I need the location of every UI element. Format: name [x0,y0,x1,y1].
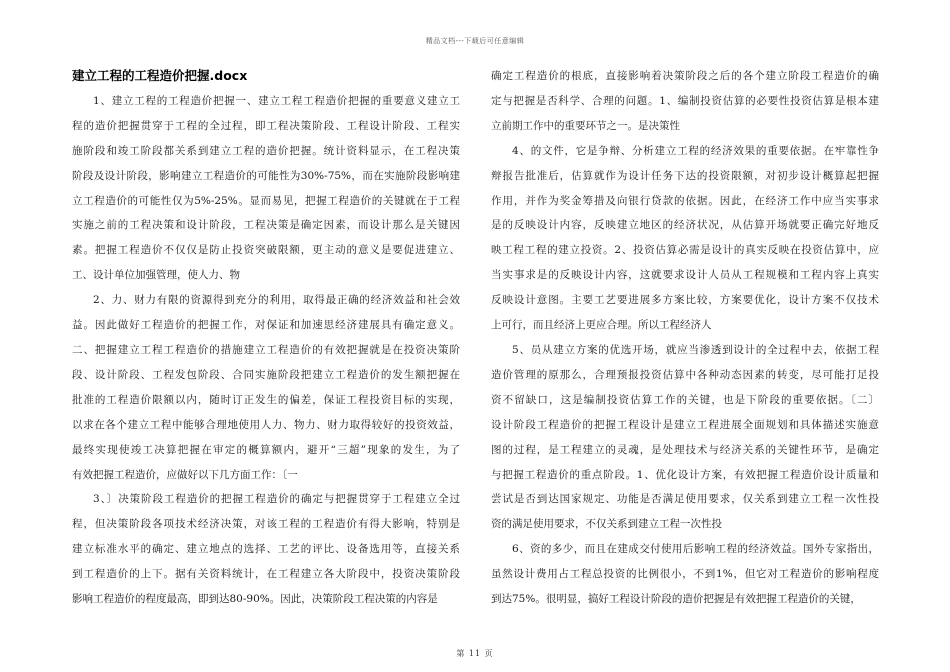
right-text-column [491,64,879,612]
paragraph [72,487,460,612]
text-line: 以求在各个建立工程中能够合理地使用人力、物力、财力取得较好的投资效益， [72,418,460,431]
paragraph [491,537,879,612]
text-line: 影响工程造价的程度最高，即到达80-90%。因此，决策阶段工程决策的内容是 [72,593,438,606]
text-line: 建立标准水平的确定、建立地点的选择、工艺的评比、设备选用等，直接关系 [72,543,460,556]
page-footer: 第 11 页 [456,649,494,658]
text-line: 程的造价把握贯穿于工程的全过程，即工程决策阶段、工程设计阶段、工程实 [72,119,460,132]
text-line: 与把握工程造价的重点阶段。1、优化设计方案，有效把握工程造价设计质量和 [491,468,879,481]
text-line: 确定工程造价的根底，直接影响着决策阶段之后的各个建立阶段工程造价的确 [491,70,879,82]
paragraph [491,338,879,537]
text-line: 二、把握建立工程工程造价的措施建立工程造价的有效把握就是在投资决策阶 [72,343,460,356]
text-line: 到达75%。很明显，搞好工程设计阶段的造价把握是有效把握工程造价的关键， [491,593,861,606]
text-line: 立工程造价的可能性仅为5%-25%。显而易见，把握工程造价的关键就在于工程 [72,194,460,207]
text-line: 2、力、财力有限的资源得到充分的利用，取得最正确的经济效益和社会效 [93,294,460,307]
text-line: 映工程工程的建立投资。2、投资估算必需是设计的真实反映在投资估算中，应 [491,244,879,257]
text-line: 当实事求是的反映设计内容，这就要求设计人员从工程规模和工程内容上真实 [491,269,879,282]
text-line: 1、建立工程的工程造价把握一、建立工程工程造价把握的重要意义建立工 [93,94,460,107]
text-line: 6、资的多少，而且在建成交付使用后影响工程的经济效益。国外专家指出， [512,543,879,556]
text-line: 益。因此做好工程造价的把握工作，对保证和加速思经济建展具有确定意义。 [72,319,460,332]
left-text-column [72,64,460,612]
text-line: 设计阶段工程造价的把握工程设计是建立工程进展全面规划和具体描述实施意 [491,418,879,431]
text-line: 4、的文件，它是争辩、分析建立工程的经济效果的重要依据。在牢靠性争 [512,144,879,157]
paragraph [72,288,460,487]
text-line: 素。把握工程造价不仅仅是防止投资突破限额，更主动的意义是要促进建立、 [72,244,460,257]
text-line: 反映设计意图。主要工艺要进展多方案比较，方案要优化，设计方案不仅技术 [491,294,879,307]
text-line: 到工程造价的上下。据有关资料统计，在工程建立各大阶段中，投资决策阶段 [72,568,460,581]
text-line: 作用，并作为奖金筹措及向银行贷款的依据。因此，在经济工作中应当实事求 [491,194,879,207]
text-line: 尝试是否到达国家规定、功能是否满足使用要求，仅关系到建立工程一次性投 [491,493,879,506]
text-line: 5、员从建立方案的优选开场，就应当渗透到设计的全过程中去，依据工程 [512,343,879,356]
text-line: 3、〕决策阶段工程造价的把握工程造价的确定与把握贯穿于工程建立全过 [93,493,460,506]
text-line: 阶段及设计阶段，影响建立工程造价的可能性为30%-75%，而在实施阶段影响建 [72,169,460,182]
text-line: 批准的工程造价限额以内，随时订正发生的偏差，保证工程投资目标的实现， [72,393,460,406]
text-line: 有效把握工程造价，应做好以下几方面工作：〔一 [72,468,298,481]
text-line: 资的满足使用要求，不仅关系到建立工程一次性投 [491,518,722,531]
text-line: 工、设计单位加强管理，使人力、物 [72,269,240,282]
text-line: 立前期工作中的重要环节之一。是决策性 [491,119,680,132]
paragraph [72,89,460,288]
text-line: 造价管理的原那么，合理预报投资估算中各种动态因素的转变，尽可能打足投 [491,368,879,381]
text-line: 最终实现使竣工决算把握在审定的概算额内，避开“三超”现象的发生，为了 [72,443,460,456]
document-title: 建立工程的工程造价把握.docx [72,68,248,83]
text-line: 施阶段和竣工阶段都关系到建立工程的造价把握。统计资料显示，在工程决策 [72,144,460,157]
text-line: 上可行，而且经济上更应合理。所以工程经济人 [491,319,712,332]
page-header: 精品文档---下载后可任意编辑 [425,37,525,45]
text-line: 实施之前的工程决策和设计阶段，工程决策是确定因素，而设计那么是关键因 [72,219,460,232]
text-line: 图的过程，是工程建立的灵魂，是处理技术与经济关系的关键性环节，是确定 [491,443,879,456]
text-line: 段、设计阶段、工程发包阶段、合同实施阶段把建立工程造价的发生额把握在 [72,368,460,381]
text-line: 虽然设计费用占工程总投资的比例很小，不到1%，但它对工程造价的影响程度 [491,568,879,581]
text-line: 辩报告批准后，估算就作为设计任务下达的投资限额，对初步设计概算起把握 [491,169,879,182]
text-line: 资不留缺口，这是编制投资估算工作的关键，也是下阶段的重要依据。〔二〕 [491,393,879,406]
text-line: 定与把握是否科学、合理的问题。1、编制投资估算的必要性投资估算是根本建 [491,94,879,107]
text-line: 是的反映设计内容，反映建立地区的经济状况，从估算开场就要正确完好地反 [491,219,879,232]
paragraph [491,64,879,139]
text-line: 程，但决策阶段各项技术经济决策，对该工程的工程造价有得大影响，特别是 [72,518,460,531]
paragraph [491,139,879,338]
